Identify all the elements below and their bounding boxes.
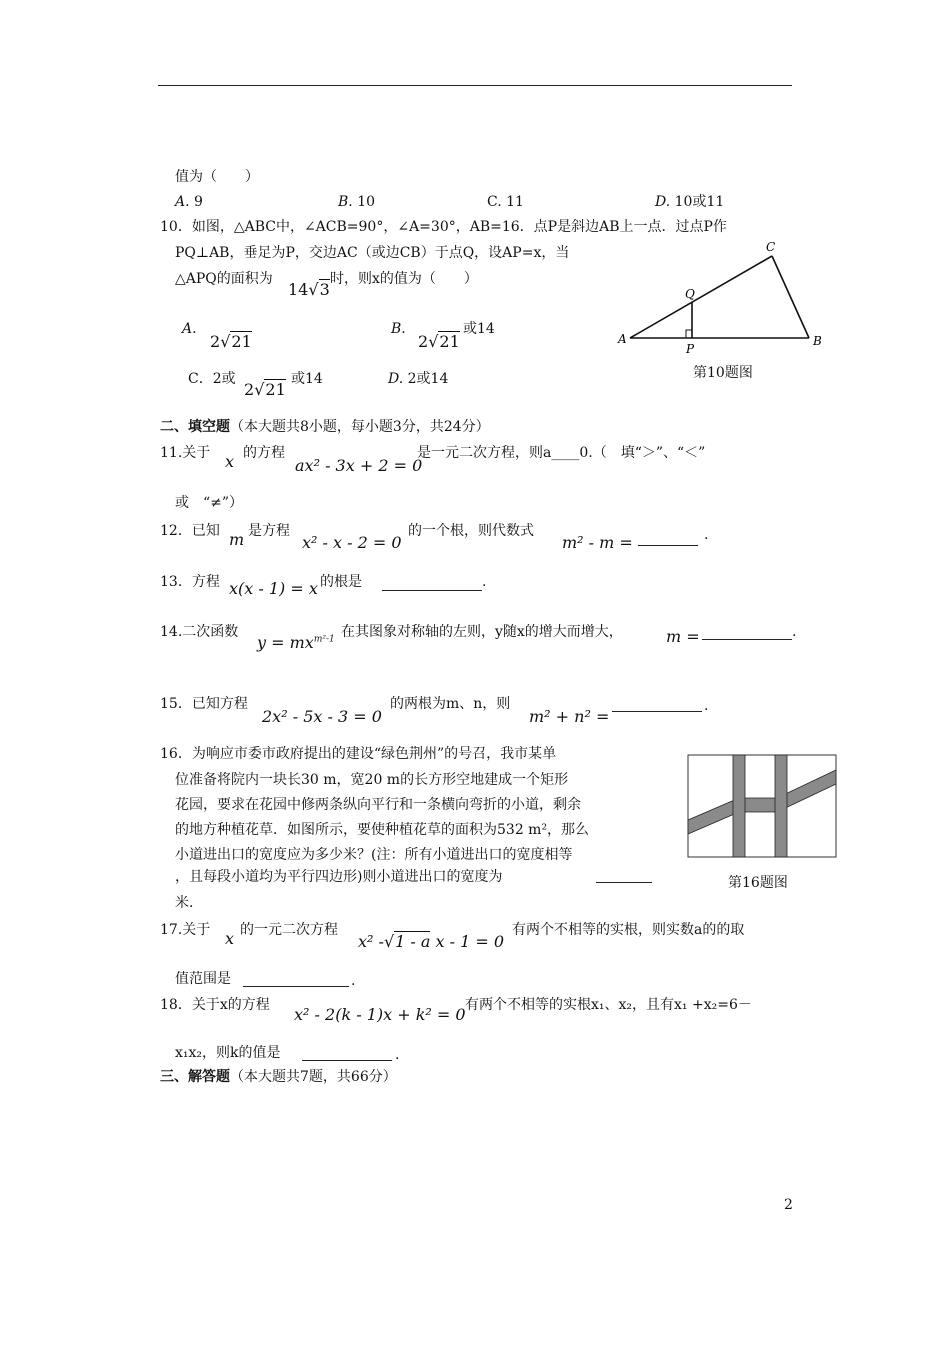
q9-opt-b xyxy=(338,193,375,211)
q11-mid: 的方程 xyxy=(243,445,285,461)
q9-opt-c-label: C. xyxy=(487,194,502,210)
q17-pre: 17.关于 xyxy=(160,922,211,938)
header-rule xyxy=(158,85,792,86)
q15-eq: 2x² - 5x - 3 = 0 xyxy=(262,707,382,726)
q12-post: 的一个根，则代数式 xyxy=(408,523,534,539)
q10-fig-caption: 第10题图 xyxy=(693,365,753,381)
q9-opt-d-label: D. xyxy=(655,194,671,210)
q10-opt-b-label: B. xyxy=(391,321,406,337)
q14-eq-base: y = mx xyxy=(257,633,314,652)
label-p: P xyxy=(686,342,695,356)
q14-blank[interactable] xyxy=(702,625,792,644)
q18-post: 有两个不相等的实根x₁、x₂，且有x₁ +x₂=6－ xyxy=(465,997,752,1013)
q10-opt-d xyxy=(388,370,448,388)
q10-line2: PQ⊥AB，垂足为P，交边AC（或边CB）于点Q，设AP=x，当 xyxy=(175,245,570,261)
q9-opt-b-val: 10 xyxy=(357,194,376,210)
q15-pre: 15．已知方程 xyxy=(160,696,248,712)
q14-expr: m = xyxy=(666,627,700,646)
q16-line7: 米. xyxy=(175,895,194,911)
q9-opt-a-label: A. xyxy=(175,194,190,210)
q10-opt-b-tail: 或14 xyxy=(463,321,495,337)
q10-opt-d-label: D. xyxy=(388,371,404,387)
vertical-path-left xyxy=(733,755,745,857)
q10-line3b: 时，则x的值为（ ） xyxy=(330,271,478,287)
q12-blank[interactable] xyxy=(638,531,698,550)
q13-post: 的根是 xyxy=(320,574,362,590)
page-number: 2 xyxy=(784,1197,793,1213)
section2-title: 二、填空题 xyxy=(160,419,230,435)
q17-eq: x² -√1 - a x - 1 = 0 xyxy=(358,932,505,951)
q12-eq: x² - x - 2 = 0 xyxy=(302,533,402,552)
q17-mid: 的一元二次方程 xyxy=(240,922,338,938)
q12-var: m xyxy=(229,530,245,549)
q10-area: 14√3 xyxy=(288,280,330,299)
q17-var: x xyxy=(225,929,235,948)
q17-end: . xyxy=(351,973,356,989)
q14-eq-exp: m²-1 xyxy=(313,634,335,645)
section2-note: （本大题共8小题，每小题3分，共24分） xyxy=(230,419,490,435)
label-c: C xyxy=(766,240,776,254)
label-a: A xyxy=(618,332,627,346)
right-angle-mark xyxy=(686,330,692,338)
q14-end: . xyxy=(792,624,797,640)
q12-expr: m² - m = xyxy=(562,533,633,552)
q10-opt-b-rad: 21 xyxy=(439,332,460,351)
q10-opt-d-val: 2或14 xyxy=(407,371,449,387)
q18-pre: 18．关于x的方程 xyxy=(160,997,270,1013)
q14-post: 在其图象对称轴的左则，y随x的增大而增大， xyxy=(341,624,623,640)
q9-opt-c xyxy=(487,193,524,211)
q10-area-rad: 3 xyxy=(319,280,330,299)
q10-opt-c-rad: 21 xyxy=(265,380,286,399)
q9-tail: 值为（ ） xyxy=(175,169,259,185)
q17-blank[interactable] xyxy=(243,972,349,991)
q10-opt-b-val: 2√21 xyxy=(418,332,460,351)
segment-ac xyxy=(630,256,772,338)
section3-title: 三、解答题 xyxy=(160,1069,230,1085)
q18-line2: x₁x₂，则k的值是 xyxy=(175,1045,281,1061)
q15-end: . xyxy=(704,698,709,714)
q14-pre: 14.二次函数 xyxy=(160,624,239,640)
q15-blank[interactable] xyxy=(612,697,702,716)
q9-opt-a-val: 9 xyxy=(194,194,203,210)
q9-opt-d-val: 10或11 xyxy=(674,194,725,210)
q18-blank[interactable] xyxy=(302,1046,392,1065)
q17-post: 有两个不相等的实根，则实数a的的取 xyxy=(512,922,745,938)
q10-opt-b-coef: 2 xyxy=(418,332,429,351)
q17-eq-rad: 1 - a xyxy=(395,932,431,951)
q15-post: 的两根为m、n，则 xyxy=(390,696,511,712)
q11-line2: 或 “≠”） xyxy=(175,495,244,511)
q10-opt-c-tail: 或14 xyxy=(291,371,323,387)
q16-line1: 16．为响应市委市政府提出的建设“绿色荆州”的号召，我市某单 xyxy=(160,746,557,762)
q10-figure xyxy=(615,236,830,361)
q11-eq: ax² - 3x + 2 = 0 xyxy=(295,456,423,475)
q9-options xyxy=(175,193,203,211)
q13-eq: x(x - 1) = x xyxy=(229,579,318,598)
q10-opt-a-rad: 21 xyxy=(231,332,252,351)
q9-opt-d xyxy=(655,193,724,211)
q12-pre: 12．已知 xyxy=(160,523,220,539)
q13-pre: 13．方程 xyxy=(160,574,220,590)
q10-opt-a-coef: 2 xyxy=(210,332,221,351)
q11-var: x xyxy=(225,452,235,471)
label-q: Q xyxy=(685,287,695,301)
q16-line6: ，且每段小道均为平行四边形)则小道进出口的宽度为 xyxy=(175,869,503,885)
vertical-path-right xyxy=(775,755,787,857)
q10-opt-c-val: 2√21 xyxy=(244,380,286,399)
section3-note: （本大题共7题，共66分） xyxy=(230,1069,397,1085)
q16-fig-caption: 第16题图 xyxy=(728,875,788,891)
q15-expr: m² + n² = xyxy=(529,707,610,726)
q16-line3: 花园，要求在花园中修两条纵向平行和一条横向弯折的小道，剩余 xyxy=(175,797,581,813)
q18-end: . xyxy=(395,1047,400,1063)
q10-area-coef: 14 xyxy=(288,280,309,299)
q16-blank[interactable] xyxy=(596,868,652,887)
q10-line3 xyxy=(175,270,273,288)
q16-line2: 位准备将院内一块长30 m，宽20 m的长方形空地建成一个矩形 xyxy=(175,772,569,788)
q10-opt-c-label: C．2或 xyxy=(188,371,236,387)
q10-opt-a-label: A. xyxy=(182,321,197,337)
q10-line1: 10．如图，△ABC中，∠ACB=90°，∠A=30°，AB=16．点P是斜边AB上一点．过点P作 xyxy=(160,219,727,235)
q16-figure xyxy=(687,754,837,858)
q18-eq: x² - 2(k - 1)x + k² = 0 xyxy=(294,1005,466,1024)
q10-opt-c-coef: 2 xyxy=(244,380,255,399)
q17-eq-a: x² - xyxy=(358,932,384,951)
section3-heading xyxy=(160,1068,397,1086)
section2-heading xyxy=(160,418,490,436)
q16-line4: 的地方种植花草．如图所示，要使种植花草的面积为532 m²，那么 xyxy=(175,822,590,838)
q9-opt-b-label: B. xyxy=(338,194,353,210)
q11-post: 是一元二次方程，则a____0.（ 填“＞”、“＜” xyxy=(417,445,706,461)
q10-opt-a-val: 2√21 xyxy=(210,332,252,351)
q12-mid: 是方程 xyxy=(248,523,290,539)
q17-eq-b: x - 1 = 0 xyxy=(435,932,505,951)
q12-end: . xyxy=(704,527,709,543)
q17-line2: 值范围是 xyxy=(175,971,231,987)
q14-eq xyxy=(257,633,335,652)
label-b: B xyxy=(813,334,822,348)
q10-line3a: △APQ的面积为 xyxy=(175,271,273,287)
q11-pre: 11.关于 xyxy=(160,445,211,461)
q13-end: . xyxy=(482,574,487,590)
q9-opt-c-val: 11 xyxy=(506,194,524,210)
q13-blank[interactable] xyxy=(382,576,482,595)
segment-cb xyxy=(772,256,809,338)
q16-line5: 小道进出口的宽度应为多少米？(注：所有小道进出口的宽度相等 xyxy=(175,847,573,863)
